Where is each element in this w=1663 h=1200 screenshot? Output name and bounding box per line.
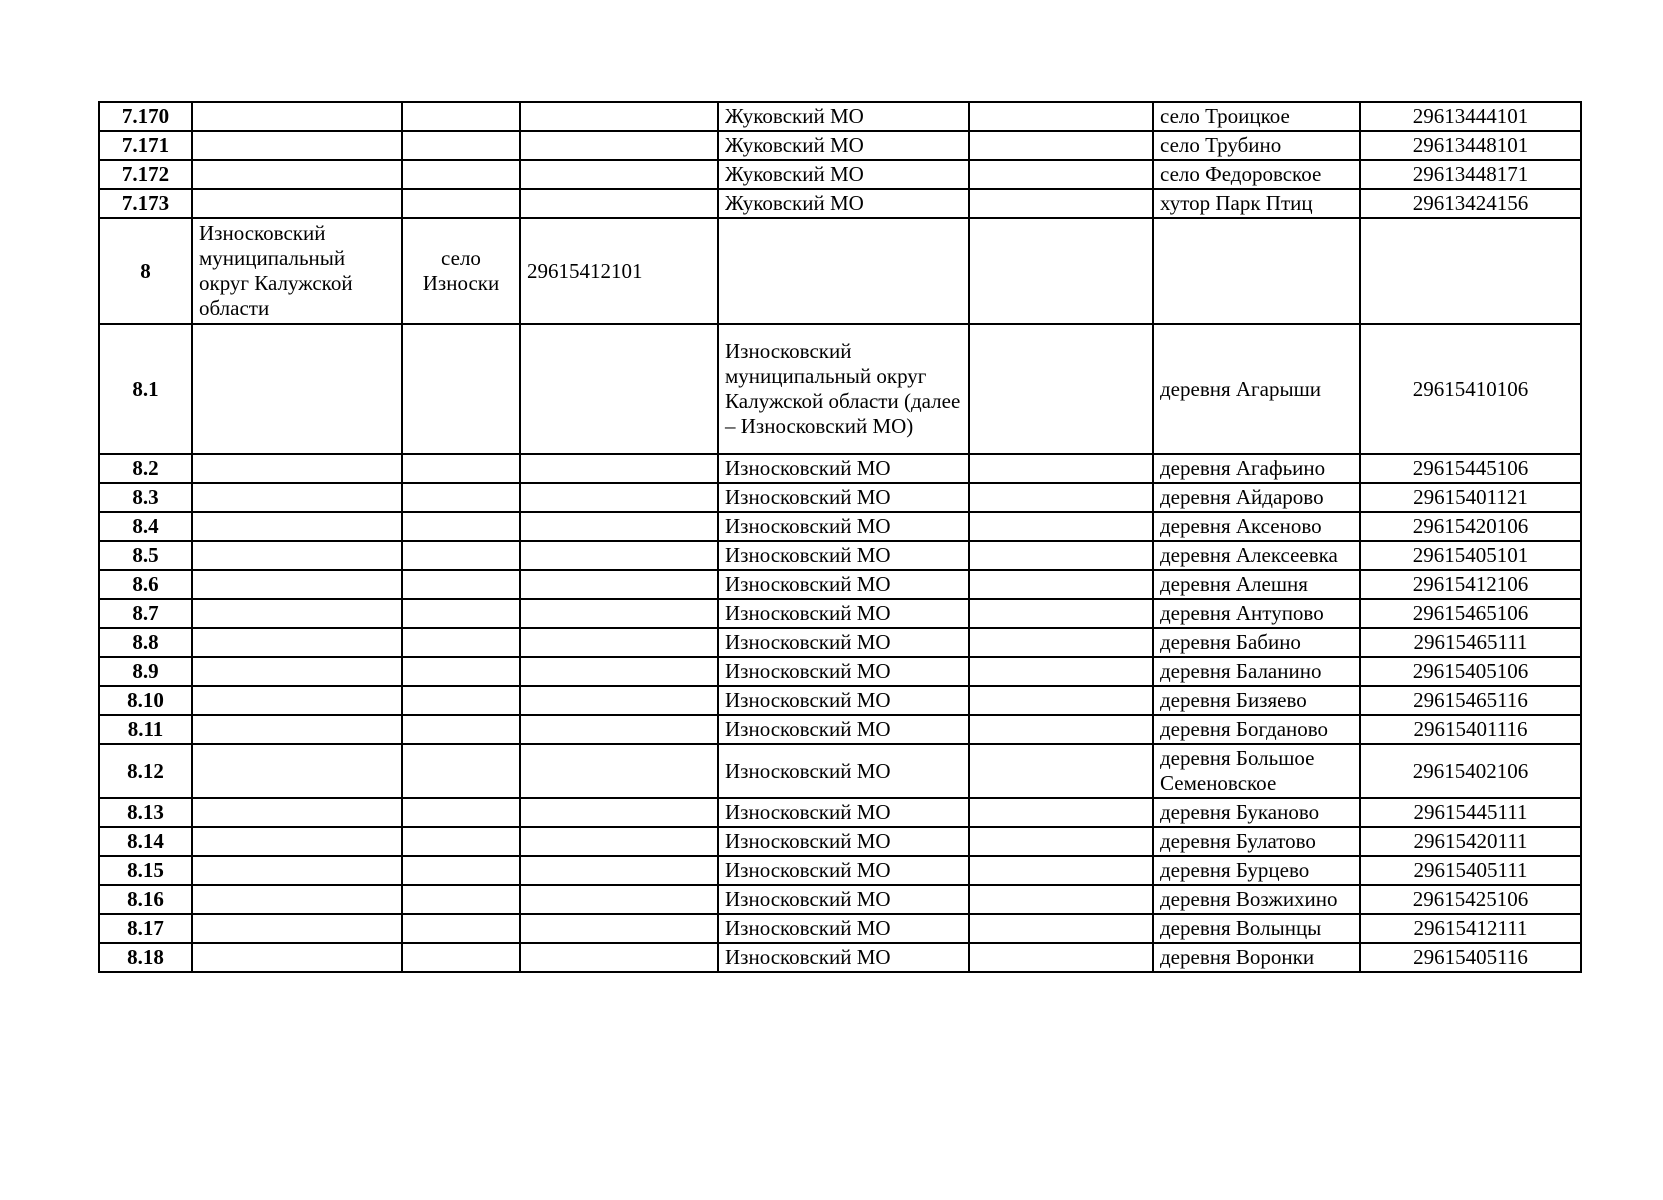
table-row [99, 160, 1581, 189]
settlement-cell: деревня Агафьино [1153, 454, 1360, 483]
table-row [99, 744, 1581, 798]
district-cell [192, 657, 402, 686]
oktmo-cell [520, 102, 718, 131]
settlement-cell: деревня Алексеевка [1153, 541, 1360, 570]
oktmo-cell [520, 454, 718, 483]
row-number-cell: 8.5 [99, 541, 192, 570]
empty-cell [969, 686, 1153, 715]
settlement-cell: деревня Воронки [1153, 943, 1360, 972]
settlement-cell: деревня Булатово [1153, 827, 1360, 856]
settlement-cell: деревня Алешня [1153, 570, 1360, 599]
table-row [99, 324, 1581, 454]
municipality-cell [718, 218, 969, 324]
empty-cell [969, 914, 1153, 943]
district-cell: Износковский муниципальный округ Калужской области [192, 218, 402, 324]
district-cell [192, 856, 402, 885]
row-number-cell: 8.8 [99, 628, 192, 657]
row-number-cell: 8.12 [99, 744, 192, 798]
empty-cell [969, 628, 1153, 657]
district-cell [192, 628, 402, 657]
empty-cell [969, 798, 1153, 827]
empty-cell [969, 744, 1153, 798]
table-row [99, 943, 1581, 972]
empty-cell [969, 885, 1153, 914]
settlement-cell: село Троицкое [1153, 102, 1360, 131]
district-cell [192, 131, 402, 160]
admin-center-cell [402, 827, 520, 856]
oktmo-code-cell: 29615401121 [1360, 483, 1581, 512]
admin-center-cell: село Износки [402, 218, 520, 324]
oktmo-cell [520, 189, 718, 218]
settlement-cell: хутор Парк Птиц [1153, 189, 1360, 218]
empty-cell [969, 102, 1153, 131]
table-row [99, 798, 1581, 827]
municipality-cell: Жуковский МО [718, 102, 969, 131]
oktmo-code-cell: 29613448171 [1360, 160, 1581, 189]
empty-cell [969, 454, 1153, 483]
admin-center-cell [402, 454, 520, 483]
table-row [99, 856, 1581, 885]
municipality-cell: Износковский МО [718, 483, 969, 512]
oktmo-code-cell: 29615405116 [1360, 943, 1581, 972]
municipality-cell: Износковский МО [718, 570, 969, 599]
oktmo-cell [520, 827, 718, 856]
municipality-cell: Износковский муниципальный округ Калужской области (далее – Износковский МО) [718, 324, 969, 454]
oktmo-code-cell: 29613448101 [1360, 131, 1581, 160]
oktmo-cell [520, 943, 718, 972]
settlements-table [98, 101, 1582, 973]
municipality-cell: Износковский МО [718, 914, 969, 943]
table-row [99, 599, 1581, 628]
admin-center-cell [402, 160, 520, 189]
row-number-cell: 8.1 [99, 324, 192, 454]
oktmo-code-cell: 29615401116 [1360, 715, 1581, 744]
row-number-cell: 8.10 [99, 686, 192, 715]
district-cell [192, 454, 402, 483]
oktmo-code-cell [1360, 218, 1581, 324]
municipality-cell: Износковский МО [718, 657, 969, 686]
admin-center-cell [402, 686, 520, 715]
admin-center-cell [402, 744, 520, 798]
admin-center-cell [402, 570, 520, 599]
district-cell [192, 798, 402, 827]
settlement-cell: деревня Аксеново [1153, 512, 1360, 541]
table-row [99, 715, 1581, 744]
table-row [99, 189, 1581, 218]
oktmo-cell [520, 856, 718, 885]
settlement-cell: село Трубино [1153, 131, 1360, 160]
municipality-cell: Износковский МО [718, 541, 969, 570]
row-number-cell: 7.172 [99, 160, 192, 189]
municipality-cell: Износковский МО [718, 454, 969, 483]
oktmo-code-cell: 29615465116 [1360, 686, 1581, 715]
municipality-cell: Износковский МО [718, 744, 969, 798]
district-cell [192, 541, 402, 570]
municipality-cell: Жуковский МО [718, 160, 969, 189]
district-cell [192, 827, 402, 856]
row-number-cell: 8.2 [99, 454, 192, 483]
row-number-cell: 8.9 [99, 657, 192, 686]
municipality-cell: Износковский МО [718, 686, 969, 715]
row-number-cell: 8.3 [99, 483, 192, 512]
row-number-cell: 8.13 [99, 798, 192, 827]
table-body [99, 102, 1581, 972]
settlement-cell: деревня Бурцево [1153, 856, 1360, 885]
settlement-cell: деревня Возжихино [1153, 885, 1360, 914]
admin-center-cell [402, 483, 520, 512]
oktmo-code-cell: 29615412106 [1360, 570, 1581, 599]
oktmo-cell [520, 798, 718, 827]
oktmo-code-cell: 29615412111 [1360, 914, 1581, 943]
district-cell [192, 512, 402, 541]
municipality-cell: Износковский МО [718, 512, 969, 541]
settlement-cell: деревня Баланино [1153, 657, 1360, 686]
oktmo-cell [520, 324, 718, 454]
empty-cell [969, 512, 1153, 541]
admin-center-cell [402, 131, 520, 160]
table-row [99, 454, 1581, 483]
empty-cell [969, 483, 1153, 512]
municipality-cell: Износковский МО [718, 628, 969, 657]
row-number-cell: 7.171 [99, 131, 192, 160]
empty-cell [969, 856, 1153, 885]
settlement-cell: село Федоровское [1153, 160, 1360, 189]
empty-cell [969, 827, 1153, 856]
oktmo-cell [520, 885, 718, 914]
district-cell [192, 599, 402, 628]
admin-center-cell [402, 657, 520, 686]
oktmo-code-cell: 29613444101 [1360, 102, 1581, 131]
row-number-cell: 8.7 [99, 599, 192, 628]
settlement-cell: деревня Айдарово [1153, 483, 1360, 512]
district-cell [192, 744, 402, 798]
table-row [99, 131, 1581, 160]
municipality-cell: Износковский МО [718, 827, 969, 856]
row-number-cell: 8 [99, 218, 192, 324]
admin-center-cell [402, 324, 520, 454]
table-row [99, 102, 1581, 131]
empty-cell [969, 570, 1153, 599]
district-cell [192, 914, 402, 943]
municipality-cell: Износковский МО [718, 798, 969, 827]
table-row [99, 541, 1581, 570]
settlement-cell: деревня Бизяево [1153, 686, 1360, 715]
district-cell [192, 686, 402, 715]
row-number-cell: 8.6 [99, 570, 192, 599]
oktmo-code-cell: 29615425106 [1360, 885, 1581, 914]
oktmo-code-cell: 29613424156 [1360, 189, 1581, 218]
table-row [99, 885, 1581, 914]
oktmo-code-cell: 29615410106 [1360, 324, 1581, 454]
empty-cell [969, 131, 1153, 160]
table-row [99, 628, 1581, 657]
empty-cell [969, 599, 1153, 628]
table-row [99, 827, 1581, 856]
oktmo-cell [520, 131, 718, 160]
row-number-cell: 8.11 [99, 715, 192, 744]
row-number-cell: 7.170 [99, 102, 192, 131]
oktmo-cell [520, 160, 718, 189]
admin-center-cell [402, 914, 520, 943]
oktmo-cell [520, 628, 718, 657]
table-row [99, 483, 1581, 512]
district-cell [192, 885, 402, 914]
oktmo-code-cell: 29615465106 [1360, 599, 1581, 628]
oktmo-cell [520, 483, 718, 512]
table-row [99, 914, 1581, 943]
settlement-cell [1153, 218, 1360, 324]
oktmo-cell [520, 512, 718, 541]
district-cell [192, 102, 402, 131]
admin-center-cell [402, 856, 520, 885]
municipality-cell: Износковский МО [718, 599, 969, 628]
oktmo-code-cell: 29615420111 [1360, 827, 1581, 856]
oktmo-cell [520, 657, 718, 686]
empty-cell [969, 541, 1153, 570]
oktmo-code-cell: 29615445111 [1360, 798, 1581, 827]
district-cell [192, 715, 402, 744]
empty-cell [969, 715, 1153, 744]
oktmo-cell [520, 914, 718, 943]
table-row [99, 512, 1581, 541]
municipality-cell: Жуковский МО [718, 131, 969, 160]
oktmo-cell [520, 715, 718, 744]
row-number-cell: 8.4 [99, 512, 192, 541]
district-cell [192, 160, 402, 189]
settlement-cell: деревня Волынцы [1153, 914, 1360, 943]
oktmo-code-cell: 29615445106 [1360, 454, 1581, 483]
oktmo-code-cell: 29615405111 [1360, 856, 1581, 885]
oktmo-code-cell: 29615405101 [1360, 541, 1581, 570]
empty-cell [969, 943, 1153, 972]
admin-center-cell [402, 512, 520, 541]
settlement-cell: деревня Антупово [1153, 599, 1360, 628]
row-number-cell: 7.173 [99, 189, 192, 218]
oktmo-cell [520, 599, 718, 628]
oktmo-code-cell: 29615402106 [1360, 744, 1581, 798]
row-number-cell: 8.15 [99, 856, 192, 885]
admin-center-cell [402, 798, 520, 827]
municipality-cell: Жуковский МО [718, 189, 969, 218]
oktmo-code-cell: 29615405106 [1360, 657, 1581, 686]
empty-cell [969, 189, 1153, 218]
admin-center-cell [402, 102, 520, 131]
row-number-cell: 8.18 [99, 943, 192, 972]
municipality-cell: Износковский МО [718, 856, 969, 885]
table-row [99, 570, 1581, 599]
empty-cell [969, 324, 1153, 454]
settlement-cell: деревня Бабино [1153, 628, 1360, 657]
settlement-cell: деревня Агарыши [1153, 324, 1360, 454]
oktmo-cell [520, 541, 718, 570]
oktmo-cell: 29615412101 [520, 218, 718, 324]
document-page [98, 101, 1580, 973]
oktmo-code-cell: 29615465111 [1360, 628, 1581, 657]
district-cell [192, 570, 402, 599]
municipality-cell: Износковский МО [718, 885, 969, 914]
oktmo-cell [520, 686, 718, 715]
row-number-cell: 8.16 [99, 885, 192, 914]
admin-center-cell [402, 715, 520, 744]
district-cell [192, 483, 402, 512]
table-row [99, 686, 1581, 715]
admin-center-cell [402, 628, 520, 657]
row-number-cell: 8.17 [99, 914, 192, 943]
empty-cell [969, 160, 1153, 189]
settlement-cell: деревня Буканово [1153, 798, 1360, 827]
row-number-cell: 8.14 [99, 827, 192, 856]
district-cell [192, 324, 402, 454]
district-cell [192, 189, 402, 218]
admin-center-cell [402, 943, 520, 972]
admin-center-cell [402, 885, 520, 914]
empty-cell [969, 218, 1153, 324]
table-row [99, 657, 1581, 686]
table-row [99, 218, 1581, 324]
empty-cell [969, 657, 1153, 686]
municipality-cell: Износковский МО [718, 715, 969, 744]
oktmo-code-cell: 29615420106 [1360, 512, 1581, 541]
admin-center-cell [402, 189, 520, 218]
district-cell [192, 943, 402, 972]
oktmo-cell [520, 570, 718, 599]
admin-center-cell [402, 541, 520, 570]
admin-center-cell [402, 599, 520, 628]
municipality-cell: Износковский МО [718, 943, 969, 972]
settlement-cell: деревня Большое Семеновское [1153, 744, 1360, 798]
settlement-cell: деревня Богданово [1153, 715, 1360, 744]
oktmo-cell [520, 744, 718, 798]
